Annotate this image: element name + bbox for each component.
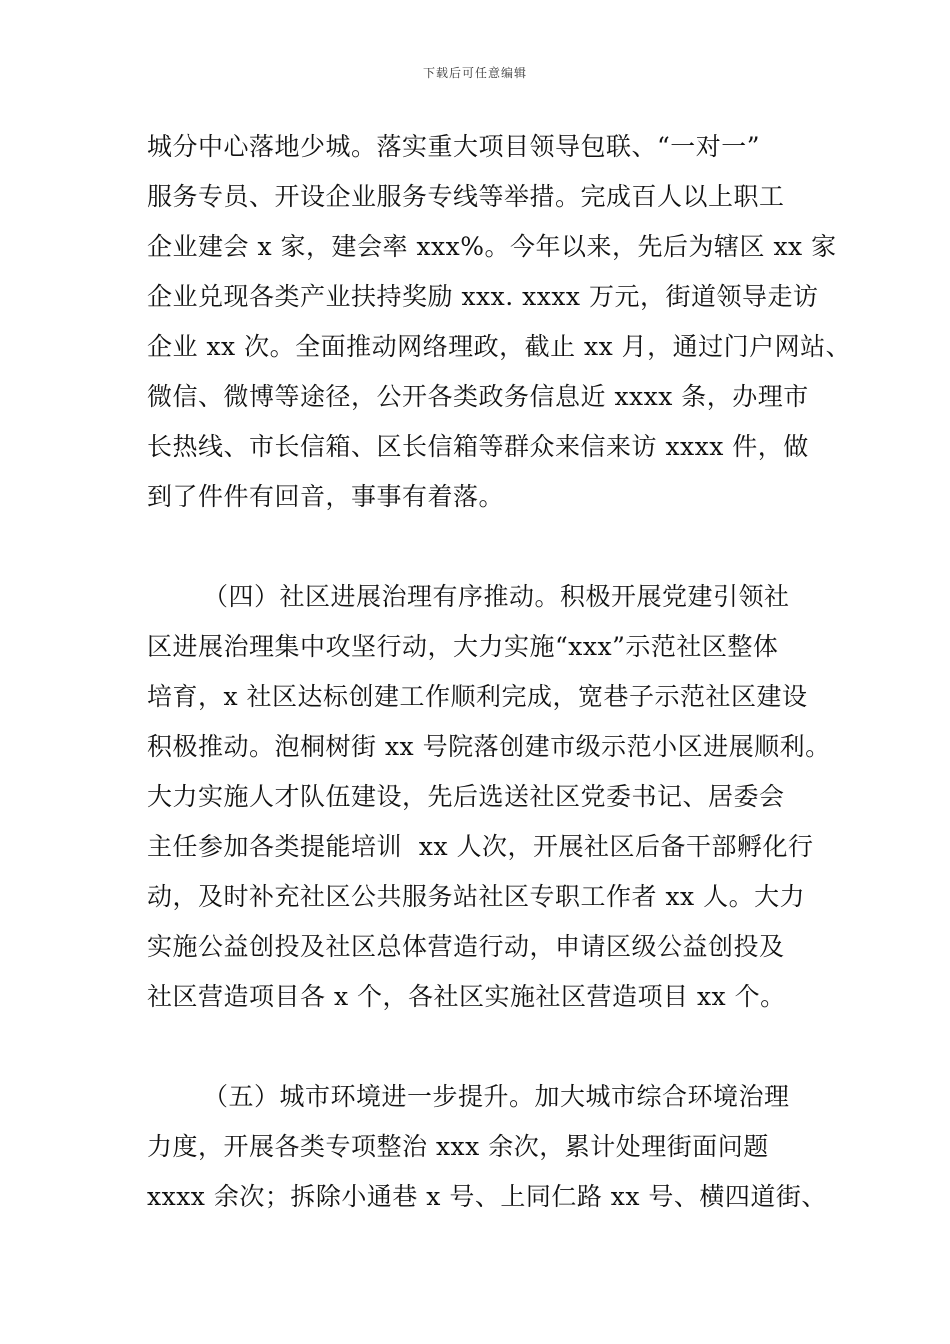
paragraph-2-line-9: 社区营造项目各 x 个，各社区实施社区营造项目 xx 个。	[147, 982, 786, 1011]
paragraph-1-line-7: 长热线、市长信箱、区长信箱等群众来信来访 xxxx 件，做	[147, 432, 809, 461]
paragraph-2-line-7: 动，及时补充社区公共服务站社区专职工作者 xx 人。大力	[147, 882, 806, 911]
paragraph-3-line-1: （五）城市环境进一步提升。加大城市综合环境治理	[203, 1082, 790, 1111]
paragraph-2-line-1: （四）社区进展治理有序推动。积极开展党建引领社	[203, 582, 790, 611]
paragraph-2-line-3: 培育，x 社区达标创建工作顺利完成，宽巷子示范社区建设	[147, 682, 808, 711]
paragraph-3-line-2: 力度，开展各类专项整治 xxx 余次，累计处理街面问题	[147, 1132, 769, 1161]
paragraph-1-line-4: 企业兑现各类产业扶持奖励 xxx. xxxx 万元，街道领导走访	[147, 282, 819, 311]
paragraph-1-line-5: 企业 xx 次。全面推动网络理政，截止 xx 月，通过门户网站、	[147, 332, 852, 361]
paragraph-2-line-8: 实施公益创投及社区总体营造行动，申请区级公益创投及	[147, 932, 785, 961]
paragraph-1-line-3: 企业建会 x 家，建会率 xxx%。今年以来，先后为辖区 xx 家	[147, 232, 837, 261]
paragraph-2-line-5: 大力实施人才队伍建设，先后选送社区党委书记、居委会	[147, 782, 785, 811]
paragraph-2-line-4: 积极推动。泡桐树街 xx 号院落创建市级示范小区进展顺利。	[147, 732, 831, 761]
paragraph-2-line-6: 主任参加各类提能培训 xx 人次，开展社区后备干部孵化行	[147, 832, 814, 861]
paragraph-3-line-3: xxxx 余次；拆除小通巷 x 号、上同仁路 xx 号、横四道街、	[147, 1182, 827, 1211]
paragraph-1-line-1: 城分中心落地少城。落实重大项目领导包联、“一对一”	[147, 132, 761, 161]
page-header: 下载后可任意编辑	[422, 66, 527, 80]
paragraph-2-line-2: 区进展治理集中攻坚行动，大力实施“xxx”示范社区整体	[147, 632, 779, 661]
paragraph-1-line-6: 微信、微博等途径，公开各类政务信息近 xxxx 条，办理市	[147, 382, 809, 411]
paragraph-1-line-8: 到了件件有回音，事事有着落。	[147, 482, 505, 511]
paragraph-1-line-2: 服务专员、开设企业服务专线等举措。完成百人以上职工	[147, 182, 785, 211]
